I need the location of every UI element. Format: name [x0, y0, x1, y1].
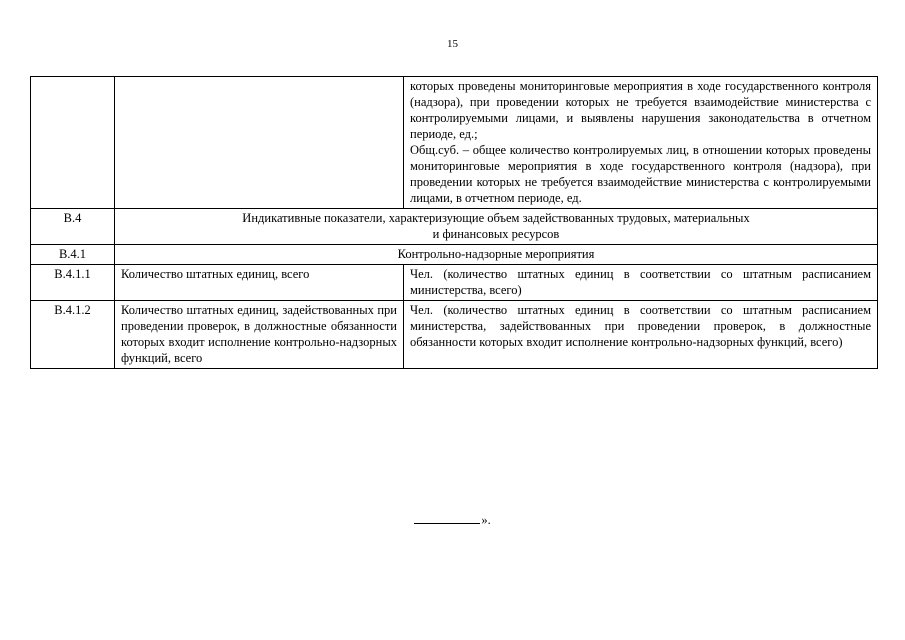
table-row-b4: [31, 209, 878, 245]
desc-paragraph-2: Общ.суб. – общее количество контролируемых лиц, в отношении которых проведены мониторинговые мероприятия в ходе государственного контроля (надзора), при проведении которых не требуется взаимодействие министерства с контролируемыми лицами, в отчетном периоде, ед.: [410, 143, 871, 205]
table-row-b412: [31, 301, 878, 369]
cell-name-b412: Количество штатных единиц, задействованных при проведении проверок, в должностные обязанности которых входит исполнение контрольно-надзорных функций, всего: [115, 301, 404, 369]
cell-name-continuation: [115, 77, 404, 209]
cell-code-b411: В.4.1.1: [31, 265, 115, 301]
table-row-continuation: [31, 77, 878, 209]
cell-code-b41: В.4.1: [31, 245, 115, 265]
closing-quote: ».: [481, 513, 491, 527]
cell-code-b412: В.4.1.2: [31, 301, 115, 369]
table-row-b411: [31, 265, 878, 301]
cell-code-b4: В.4: [31, 209, 115, 245]
page-number: 15: [447, 38, 458, 50]
cell-section-title-b41: Контрольно-надзорные мероприятия: [115, 245, 878, 265]
cell-desc-continuation: [404, 77, 878, 209]
cell-desc-b411: Чел. (количество штатных единиц в соответствии со штатным расписанием министерства, всего): [404, 265, 878, 301]
section-title-b4-line1: Индикативные показатели, характеризующие объем задействованных трудовых, материальных: [242, 211, 750, 225]
cell-desc-b412: Чел. (количество штатных единиц в соответствии со штатным расписанием министерства, задействованных при проведении проверок, в должностные обязанности которых входит исполнение контрольно-надзорных функций, всего): [404, 301, 878, 369]
section-title-b4-line2: и финансовых ресурсов: [432, 227, 560, 241]
cell-name-b411: Количество штатных единиц, всего: [115, 265, 404, 301]
table-row-b41: [31, 245, 878, 265]
closing-mark: [0, 512, 905, 528]
desc-paragraph-1: которых проведены мониторинговые мероприятия в ходе государственного контроля (надзора), при проведении которых не требуется взаимодействие министерства с контролируемыми лицами, и выявлены нарушения законодательства в отчетном периоде, ед.;: [410, 79, 871, 141]
closing-underline: [414, 512, 480, 524]
indicator-table: [30, 76, 878, 369]
cell-section-title-b4: [115, 209, 878, 245]
cell-code-continuation: [31, 77, 115, 209]
